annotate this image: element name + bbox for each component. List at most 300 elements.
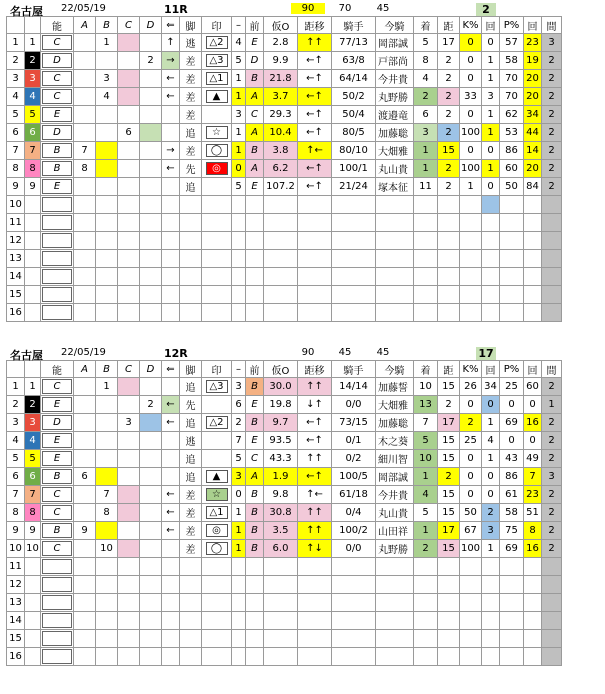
a-cell	[74, 34, 96, 52]
d-cell	[140, 504, 162, 522]
a-cell	[74, 378, 96, 396]
jockey-stat-cell: 80/10	[332, 142, 376, 160]
top-num-3: 45	[376, 347, 390, 358]
c-cell	[118, 34, 140, 52]
finish-cell: 1	[414, 522, 438, 540]
c-cell	[118, 432, 140, 450]
arrow-cell: ←	[162, 88, 180, 106]
a-cell	[74, 630, 96, 648]
ability-cell	[41, 630, 74, 648]
a-cell	[74, 558, 96, 576]
arrow-cell	[162, 576, 180, 594]
p-pct-cell	[500, 594, 524, 612]
prediction-mark: ☆	[206, 488, 228, 501]
ability-grade	[42, 613, 72, 628]
interval-cell	[542, 286, 562, 304]
distance-cell: 15	[438, 540, 460, 558]
jockey-cell: 丸野勝	[376, 540, 414, 558]
p-pct-cell: 86	[500, 142, 524, 160]
count2-cell: 16	[524, 540, 542, 558]
a-cell	[74, 70, 96, 88]
a-cell	[74, 648, 96, 666]
mark-cell	[202, 196, 232, 214]
row-index: 9	[7, 522, 25, 540]
jockey-cell: 大畑雅	[376, 142, 414, 160]
pos-cell: B	[246, 378, 264, 396]
jockey-cell: 細川智	[376, 450, 414, 468]
horse-number: 8	[25, 504, 41, 522]
interval-cell	[542, 612, 562, 630]
jockey-cell	[376, 558, 414, 576]
prediction-mark: △2	[206, 36, 228, 49]
b-cell	[96, 286, 118, 304]
column-header: B	[96, 361, 118, 378]
ability-grade	[42, 595, 72, 610]
prediction-mark: ☆	[206, 126, 228, 139]
jockey-cell: 戸部尚	[376, 52, 414, 70]
p-pct-cell: 58	[500, 52, 524, 70]
d-cell	[140, 106, 162, 124]
pos-cell: B	[246, 142, 264, 160]
count2-cell	[524, 250, 542, 268]
d-cell: 2	[140, 396, 162, 414]
horse-number: 7	[25, 486, 41, 504]
a-cell	[74, 612, 96, 630]
p-pct-cell	[500, 268, 524, 286]
d-cell	[140, 522, 162, 540]
odds-cell: 2.8	[264, 34, 298, 52]
mark-cell	[202, 576, 232, 594]
top-distance: 2	[476, 3, 496, 16]
prediction-mark: ◎	[206, 162, 228, 175]
count-cell: 1	[482, 70, 500, 88]
pos-cell: A	[246, 160, 264, 178]
top-num-2: 70	[338, 3, 352, 14]
table-row	[7, 504, 562, 522]
ability-grade: E	[42, 179, 72, 194]
column-header: C	[118, 361, 140, 378]
interval-cell	[542, 594, 562, 612]
style-cell: 先	[180, 160, 202, 178]
jockey-stat-cell: 73/15	[332, 414, 376, 432]
interval-cell	[542, 214, 562, 232]
pos-cell	[246, 612, 264, 630]
k-pct-cell: 0	[460, 70, 482, 88]
horse-number	[25, 196, 41, 214]
column-header: 今騎	[376, 361, 414, 378]
p-pct-cell: 53	[500, 124, 524, 142]
odds-cell	[264, 250, 298, 268]
table-row	[7, 396, 562, 414]
c-cell	[118, 522, 140, 540]
ability-grade: D	[42, 415, 72, 430]
column-header: 能	[41, 361, 74, 378]
count2-cell: 0	[524, 396, 542, 414]
distance-cell	[438, 648, 460, 666]
c-cell	[118, 214, 140, 232]
table-row	[7, 106, 562, 124]
ability-grade	[42, 269, 72, 284]
c-cell	[118, 268, 140, 286]
row-index: 12	[7, 576, 25, 594]
finish-cell: 11	[414, 178, 438, 196]
k-pct-cell	[460, 214, 482, 232]
table-row	[7, 196, 562, 214]
b-cell	[96, 396, 118, 414]
horse-number	[25, 630, 41, 648]
b-cell	[96, 576, 118, 594]
finish-cell: 5	[414, 432, 438, 450]
column-header: ⇐	[162, 17, 180, 34]
finish-cell	[414, 196, 438, 214]
count-cell: 34	[482, 378, 500, 396]
style-cell: 差	[180, 142, 202, 160]
dist-move-cell: ←↑	[298, 88, 332, 106]
mark-cell	[202, 88, 232, 106]
jockey-cell: 丸山貴	[376, 504, 414, 522]
column-header: 前	[246, 17, 264, 34]
pos-cell: A	[246, 468, 264, 486]
jockey-cell	[376, 286, 414, 304]
odds-cell: 6.2	[264, 160, 298, 178]
race-11-table	[6, 16, 562, 322]
k-pct-cell	[460, 268, 482, 286]
k-pct-cell: 2	[460, 414, 482, 432]
pos-cell	[246, 250, 264, 268]
k-pct-cell	[460, 196, 482, 214]
k-pct-cell	[460, 232, 482, 250]
dash-cell	[232, 304, 246, 322]
interval-cell: 2	[542, 52, 562, 70]
ability-grade: C	[42, 379, 72, 394]
top-num-3: 45	[376, 3, 390, 14]
row-index: 4	[7, 88, 25, 106]
horse-number: 7	[25, 142, 41, 160]
pos-cell: B	[246, 70, 264, 88]
dist-move-cell: ←↑	[298, 124, 332, 142]
jockey-cell	[376, 214, 414, 232]
jockey-cell: 木之葵	[376, 432, 414, 450]
p-pct-cell	[500, 214, 524, 232]
pos-cell	[246, 594, 264, 612]
distance-cell	[438, 594, 460, 612]
odds-cell	[264, 558, 298, 576]
mark-cell	[202, 214, 232, 232]
interval-cell	[542, 630, 562, 648]
d-cell	[140, 304, 162, 322]
finish-cell: 3	[414, 124, 438, 142]
b-cell	[96, 594, 118, 612]
finish-cell: 1	[414, 468, 438, 486]
pos-cell	[246, 558, 264, 576]
a-cell	[74, 432, 96, 450]
pos-cell: B	[246, 486, 264, 504]
interval-cell	[542, 304, 562, 322]
odds-cell	[264, 648, 298, 666]
arrow-cell: ←	[162, 396, 180, 414]
jockey-stat-cell	[332, 594, 376, 612]
k-pct-cell: 100	[460, 540, 482, 558]
jockey-cell: 加藤聡	[376, 414, 414, 432]
mark-cell	[202, 124, 232, 142]
distance-cell: 15	[438, 378, 460, 396]
arrow-cell	[162, 540, 180, 558]
ability-grade: D	[42, 53, 72, 68]
count-cell: 3	[482, 88, 500, 106]
arrow-cell	[162, 286, 180, 304]
horse-number: 4	[25, 88, 41, 106]
distance-cell: 2	[438, 88, 460, 106]
row-index: 2	[7, 396, 25, 414]
prediction-mark: △3	[206, 54, 228, 67]
style-cell	[180, 286, 202, 304]
jockey-stat-cell: 50/2	[332, 88, 376, 106]
table-row	[7, 648, 562, 666]
arrow-cell	[162, 196, 180, 214]
style-cell	[180, 268, 202, 286]
row-index: 7	[7, 486, 25, 504]
arrow-cell: ←	[162, 160, 180, 178]
column-header: 着	[414, 361, 438, 378]
count2-cell	[524, 286, 542, 304]
odds-cell	[264, 576, 298, 594]
d-cell	[140, 142, 162, 160]
arrow-cell	[162, 378, 180, 396]
k-pct-cell: 67	[460, 522, 482, 540]
dist-move-cell	[298, 558, 332, 576]
dash-cell: 3	[232, 106, 246, 124]
row-index: 2	[7, 52, 25, 70]
jockey-cell: 渡邉竜	[376, 106, 414, 124]
style-cell: 逃	[180, 432, 202, 450]
a-cell	[74, 304, 96, 322]
column-header: A	[74, 17, 96, 34]
odds-cell: 1.9	[264, 468, 298, 486]
odds-cell	[264, 286, 298, 304]
a-cell	[74, 250, 96, 268]
column-header: 間	[542, 361, 562, 378]
a-cell: 6	[74, 468, 96, 486]
table-row	[7, 540, 562, 558]
jockey-stat-cell	[332, 250, 376, 268]
p-pct-cell: 61	[500, 486, 524, 504]
interval-cell: 3	[542, 468, 562, 486]
finish-cell	[414, 594, 438, 612]
ability-cell	[41, 504, 74, 522]
count-cell	[482, 558, 500, 576]
jockey-stat-cell	[332, 612, 376, 630]
interval-cell: 2	[542, 486, 562, 504]
row-index: 8	[7, 504, 25, 522]
a-cell	[74, 124, 96, 142]
p-pct-cell: 75	[500, 522, 524, 540]
b-cell	[96, 52, 118, 70]
b-cell	[96, 558, 118, 576]
dist-move-cell: ←↑	[298, 468, 332, 486]
row-index: 15	[7, 286, 25, 304]
arrow-cell	[162, 648, 180, 666]
ability-cell	[41, 612, 74, 630]
k-pct-cell	[460, 576, 482, 594]
jockey-cell: 塚本征	[376, 178, 414, 196]
odds-cell: 3.8	[264, 142, 298, 160]
pos-cell: D	[246, 52, 264, 70]
d-cell	[140, 124, 162, 142]
ability-cell	[41, 106, 74, 124]
column-header	[7, 17, 25, 34]
prediction-mark: △1	[206, 506, 228, 519]
finish-cell: 1	[414, 142, 438, 160]
row-index: 14	[7, 268, 25, 286]
p-pct-cell	[500, 630, 524, 648]
style-cell: 逃	[180, 34, 202, 52]
p-pct-cell	[500, 648, 524, 666]
jockey-cell	[376, 268, 414, 286]
jockey-cell	[376, 594, 414, 612]
odds-cell: 3.7	[264, 88, 298, 106]
jockey-stat-cell	[332, 214, 376, 232]
dist-move-cell	[298, 214, 332, 232]
b-cell	[96, 232, 118, 250]
ability-cell	[41, 232, 74, 250]
count-cell: 1	[482, 52, 500, 70]
table-row	[7, 232, 562, 250]
row-index: 11	[7, 214, 25, 232]
table-row	[7, 468, 562, 486]
count-cell: 1	[482, 414, 500, 432]
k-pct-cell: 33	[460, 88, 482, 106]
style-cell	[180, 214, 202, 232]
k-pct-cell: 0	[460, 52, 482, 70]
dash-cell: 5	[232, 450, 246, 468]
race-number: 12R	[164, 347, 188, 360]
distance-cell	[438, 612, 460, 630]
column-header: 脚	[180, 361, 202, 378]
column-header: 距	[438, 361, 460, 378]
column-header: –	[232, 361, 246, 378]
count2-cell: 20	[524, 160, 542, 178]
count-cell: 3	[482, 522, 500, 540]
k-pct-cell: 25	[460, 432, 482, 450]
style-cell: 差	[180, 52, 202, 70]
count2-cell: 8	[524, 522, 542, 540]
finish-cell	[414, 558, 438, 576]
b-cell	[96, 304, 118, 322]
dash-cell	[232, 576, 246, 594]
count-cell: 0	[482, 396, 500, 414]
table-row	[7, 214, 562, 232]
jockey-stat-cell: 80/5	[332, 124, 376, 142]
column-header: 能	[41, 17, 74, 34]
jockey-stat-cell: 0/0	[332, 540, 376, 558]
odds-cell	[264, 268, 298, 286]
pos-cell: E	[246, 396, 264, 414]
style-cell: 差	[180, 540, 202, 558]
count2-cell: 44	[524, 124, 542, 142]
row-index: 12	[7, 232, 25, 250]
top-num-2: 45	[338, 347, 352, 358]
c-cell	[118, 612, 140, 630]
finish-cell	[414, 250, 438, 268]
k-pct-cell: 0	[460, 142, 482, 160]
k-pct-cell	[460, 304, 482, 322]
arrow-cell	[162, 124, 180, 142]
interval-cell: 2	[542, 88, 562, 106]
count2-cell	[524, 214, 542, 232]
count-cell: 1	[482, 450, 500, 468]
p-pct-cell: 69	[500, 540, 524, 558]
interval-cell	[542, 250, 562, 268]
column-header: 騎手	[332, 361, 376, 378]
b-cell	[96, 142, 118, 160]
a-cell	[74, 414, 96, 432]
c-cell	[118, 142, 140, 160]
row-index: 16	[7, 304, 25, 322]
horse-number	[25, 304, 41, 322]
distance-cell: 2	[438, 52, 460, 70]
horse-number: 5	[25, 106, 41, 124]
pos-cell: A	[246, 124, 264, 142]
count2-cell	[524, 196, 542, 214]
jockey-stat-cell	[332, 232, 376, 250]
c-cell	[118, 196, 140, 214]
column-header-row	[7, 17, 562, 34]
pos-cell: B	[246, 414, 264, 432]
ability-grade: B	[42, 469, 72, 484]
count2-cell: 7	[524, 468, 542, 486]
style-cell: 差	[180, 70, 202, 88]
dash-cell	[232, 648, 246, 666]
d-cell	[140, 214, 162, 232]
a-cell	[74, 268, 96, 286]
table-row	[7, 630, 562, 648]
arrow-cell: ←	[162, 504, 180, 522]
column-header: 印	[202, 17, 232, 34]
horse-number	[25, 268, 41, 286]
count-cell: 1	[482, 540, 500, 558]
p-pct-cell	[500, 304, 524, 322]
b-cell	[96, 160, 118, 178]
table-row	[7, 250, 562, 268]
odds-cell: 107.2	[264, 178, 298, 196]
dist-move-cell: ↑↑	[298, 504, 332, 522]
horse-number: 5	[25, 450, 41, 468]
d-cell	[140, 486, 162, 504]
column-header: 印	[202, 361, 232, 378]
style-cell	[180, 304, 202, 322]
distance-cell	[438, 286, 460, 304]
dash-cell: 4	[232, 34, 246, 52]
d-cell	[140, 558, 162, 576]
k-pct-cell: 100	[460, 160, 482, 178]
distance-cell: 15	[438, 504, 460, 522]
distance-cell: 15	[438, 432, 460, 450]
count2-cell	[524, 612, 542, 630]
count-cell	[482, 250, 500, 268]
odds-cell: 9.7	[264, 414, 298, 432]
c-cell	[118, 540, 140, 558]
style-cell: 追	[180, 124, 202, 142]
finish-cell	[414, 630, 438, 648]
ability-grade: C	[42, 487, 72, 502]
jockey-stat-cell: 50/4	[332, 106, 376, 124]
b-cell	[96, 630, 118, 648]
row-index: 14	[7, 612, 25, 630]
top-num-1: 90	[301, 347, 315, 358]
row-index: 8	[7, 160, 25, 178]
ability-grade: C	[42, 541, 72, 556]
table-row	[7, 304, 562, 322]
